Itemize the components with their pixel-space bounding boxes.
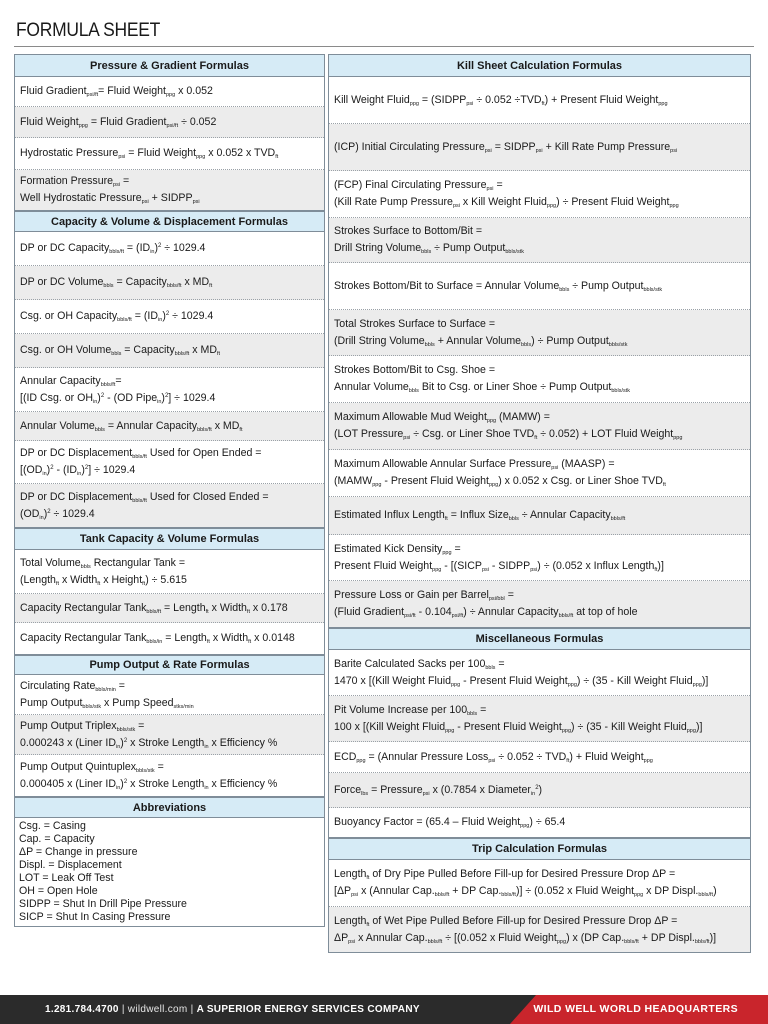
formula-row: Pit Volume Increase per $100_{bbls}$ = 100 x [(Kill Weight Fluid$_{ppg}$ - Present Fluid Weight$_{ppg}$) ÷ (35 - Kill Weight Fluid$_{ppg}$)] bbox=[329, 696, 750, 742]
formula-row: (ICP) Initial Circulating Pressure$_{psi}$ = $SIDPP_{psi}$ + Kill Rate Pump Pressure$_{psi}$ bbox=[329, 124, 750, 171]
trip-calculation-section bbox=[328, 838, 751, 953]
formula-row: DP or DC Capacity$_{bbls/ft}$ = $(ID_{in})^2 \div 1029.4$ bbox=[15, 232, 324, 266]
formula-row: Barite Calculated Sacks per $100_{bbls}$ = 1470 x [(Kill Weight Fluid$_{ppg}$ - Present Fluid Weight$_{ppg}$) ÷ (35 - Kill Weight Fluid$_{ppg}$)] bbox=[329, 650, 750, 696]
formula-row: DP or DC Displacement$_{bbls/ft}$ Used for Open Ended = $[(OD_{in})^2 - (ID_{in})^2] \div 1029.4$ bbox=[15, 441, 324, 484]
formula-row: Estimated Influx Length$_{ft}$ = Influx Size$_{bbls}$ ÷ Annular Capacity$_{bbls/ft}$ bbox=[329, 497, 750, 535]
title-divider bbox=[14, 46, 754, 47]
footer-contact: 1.281.784.4700 | wildwell.com | A SUPERIOR ENERGY SERVICES COMPANY bbox=[45, 1004, 420, 1015]
abbreviation-item: SIDPP = Shut In Drill Pipe Pressure bbox=[19, 898, 187, 911]
formula-row: Strokes Surface to Bottom/Bit = Drill String Volume$_{bbls}$ ÷ Pump Output$_{bbls/stk}$ bbox=[329, 218, 750, 263]
footer-phone: 1.281.784.4700 bbox=[45, 1004, 119, 1015]
page-title: FORMULA SHEET bbox=[16, 20, 161, 41]
abbreviation-item: ΔP = Change in pressure bbox=[19, 846, 138, 859]
formula-row: Pump Output Triplex$_{bbls/stk}$ = 0.000243 x (Liner $ID_{in})^2$ x Stroke Length$_{in}$ x Efficiency % bbox=[15, 715, 324, 755]
section-header: Tank Capacity & Volume Formulas bbox=[15, 528, 324, 550]
formula-row: DP or DC Displacement$_{bbls/ft}$ Used for Closed Ended = $(OD_{in})^2 \div 1029.4$ bbox=[15, 484, 324, 527]
formula-row: Pressure Loss or Gain per Barrel$_{psi/bbl}$ = (Fluid Gradient$_{psi/ft}$ - $0.104_{psi/ft}$) ÷ Annular Capacity$_{bbls/ft}$ at top of hole bbox=[329, 581, 750, 627]
right-column bbox=[328, 54, 751, 953]
formula-row: Buoyancy Factor = (65.4 – Fluid Weight$_{ppg}$) ÷ 65.4 bbox=[334, 816, 566, 830]
formula-row: DP or DC Volume$_{bbls}$ = Capacity$_{bbls/ft}$ x $MD_{ft}$ bbox=[15, 266, 324, 300]
formula-row: Capacity Rectangular Tank$_{bbls/ft}$ = Length$_{ft}$ x Width$_{ft}$ x 0.178 bbox=[15, 594, 324, 623]
formula-row: Fluid Gradient$_{psi/ft}$= Fluid Weight$_{ppg}$ x 0.052 bbox=[15, 77, 324, 107]
tank-capacity-section bbox=[14, 528, 325, 655]
section-header: Trip Calculation Formulas bbox=[329, 838, 750, 860]
abbreviation-item: Displ. = Displacement bbox=[19, 859, 122, 872]
formula-row: Kill Weight Fluid$_{ppg}$ = $(SIDPP_{psi} \div 0.052 \div TVD_{ft})$ + Present Fluid Weight$_{ppg}$ bbox=[329, 77, 750, 124]
footer-company: A SUPERIOR ENERGY SERVICES COMPANY bbox=[196, 1004, 420, 1015]
formula-row: Pump Output Quintuplex$_{bbls/stk}$ = 0.000405 x (Liner $ID_{in})^2$ x Stroke Length$_{in}$ x Efficiency % bbox=[20, 760, 278, 791]
left-column bbox=[14, 54, 325, 927]
formula-row: Csg. or OH Volume$_{bbls}$ = Capacity$_{bbls/ft}$ x $MD_{ft}$ bbox=[15, 334, 324, 368]
section-header: Abbreviations bbox=[15, 797, 324, 818]
abbreviation-item: Csg. = Casing bbox=[19, 820, 86, 832]
formula-row: Fluid Weight$_{ppg}$ = Fluid Gradient$_{psi/ft}$ ÷ 0.052 bbox=[15, 107, 324, 138]
abbreviations-section bbox=[14, 797, 325, 927]
kill-sheet-section bbox=[328, 54, 751, 628]
formula-row: Annular Capacity$_{bbls/ft}$= [(ID Csg. or $OH_{in})^2 - (OD$ Pipe$_{in}$)$^2$] ÷ 1029.4 bbox=[15, 368, 324, 412]
formula-row: Total Volume$_{bbls}$ Rectangular Tank = (Length$_{ft}$ x Width$_{ft}$ x Height$_{ft}$) ÷ 5.615 bbox=[15, 550, 324, 594]
formula-row: Estimated Kick Density$_{ppg}$ = Present Fluid Weight$_{ppg}$ - [($SICP_{psi}$ - $SIDPP_{psi}) \div (0.052$ x Influx Length$_{ft}$)] bbox=[329, 535, 750, 581]
abbreviation-item: SICP = Shut In Casing Pressure bbox=[19, 911, 171, 924]
abbreviations-list bbox=[15, 818, 324, 926]
formula-row: $ECD_{ppg}$ = (Annular Pressure Loss$_{psi}$ ÷ $0.052 \div TVD_{ft}$) + Fluid Weight$_{ppg}$ bbox=[329, 742, 750, 773]
formula-row: Length$_{ft}$ of Wet Pipe Pulled Before Fill-up for Desired Pressure Drop ΔP = $\Delta P_{psi}$ x Annular $Cap._{bbls/ft} \div [(0.052$ x Fluid Weight$_{ppg}$) x (DP $Cap._{bbls/ft}$ + DP $Displ._{bbls/ft}$)] bbox=[329, 907, 750, 952]
formula-row: Strokes Bottom/Bit to Surface = Annular Volume$_{bbls}$ ÷ Pump Output$_{bbls/stk}$ bbox=[329, 263, 750, 310]
pressure-gradient-section bbox=[14, 54, 325, 211]
formula-row: Maximum Allowable Annular Surface Pressure$_{psi}$ (MAASP) = ($MAMW_{ppg}$ - Present Fluid Weight$_{ppg}$) x 0.052 x Csg. or Liner Shoe $TVD_{ft}$ bbox=[329, 450, 750, 497]
formula-row: Total Strokes Surface to Surface = (Drill String Volume$_{bbls}$ + Annular Volume$_{bbls}$) ÷ Pump Output$_{bbls/stk}$ bbox=[329, 310, 750, 356]
formula-row: Length$_{ft}$ of Dry Pipe Pulled Before Fill-up for Desired Pressure Drop ΔP = [$\Delta P_{psi}$ x (Annular $Cap._{bbls/ft}$ + DP $Cap._{bbls/ft})] \div (0.052$ x Fluid Weight$_{ppg}$ x DP $Displ._{bbls/ft}$) bbox=[329, 860, 750, 907]
misc-section bbox=[328, 628, 751, 838]
formula-row: Hydrostatic Pressure$_{psi}$ = Fluid Weight$_{ppg}$ x 0.052 x $TVD_{ft}$ bbox=[15, 138, 324, 170]
formula-row: Circulating Rate$_{bbls/min}$ = Pump Output$_{bbls/stk}$ x Pump Speed$_{stks/min}$ bbox=[15, 675, 324, 715]
formula-row: Formation Pressure$_{psi}$ = Well Hydrostatic Pressure$_{psi}$ + $SIDPP_{psi}$ bbox=[15, 170, 324, 210]
section-header: Pressure & Gradient Formulas bbox=[15, 55, 324, 77]
section-header: Miscellaneous Formulas bbox=[329, 628, 750, 650]
formula-row: Csg. or OH Capacity$_{bbls/ft}$ = $(ID_{in})^2 \div 1029.4$ bbox=[15, 300, 324, 334]
formula-row: (FCP) Final Circulating Pressure$_{psi}$ = (Kill Rate Pump Pressure$_{psi}$ x Kill Weight Fluid$_{ppg}$) ÷ Present Fluid Weight$_{ppg}$ bbox=[329, 171, 750, 218]
footer-headquarters: WILD WELL WORLD HEADQUARTERS bbox=[533, 1003, 738, 1015]
formula-row: Strokes Bottom/Bit to Csg. Shoe = Annular Volume$_{bbls}$ Bit to Csg. or Liner Shoe ÷ Pump Output$_{bbls/stk}$ bbox=[329, 356, 750, 403]
section-header: Capacity & Volume & Displacement Formulas bbox=[15, 211, 324, 232]
formula-row: Capacity Rectangular Tank$_{bbls/in}$ = Length$_{ft}$ x Width$_{ft}$ x 0.0148 bbox=[20, 632, 295, 646]
formula-row: Force$_{lbs}$ = Pressure$_{psi}$ x (0.7854 x Diameter$_{in}^2$) bbox=[329, 773, 750, 808]
section-header: Kill Sheet Calculation Formulas bbox=[329, 55, 750, 77]
footer-website[interactable]: wildwell.com bbox=[127, 1004, 188, 1015]
abbreviation-item: Cap. = Capacity bbox=[19, 833, 95, 846]
section-header: Pump Output & Rate Formulas bbox=[15, 655, 324, 675]
pump-output-section bbox=[14, 655, 325, 797]
abbreviation-item: LOT = Leak Off Test bbox=[19, 872, 114, 885]
formula-row: Maximum Allowable Mud Weight$_{ppg}$ (MAMW) = (LOT Pressure$_{psi}$ ÷ Csg. or Liner Shoe $TVD_{ft} \div 0.052$) + LOT Fluid Weight$_{ppg}$ bbox=[329, 403, 750, 450]
capacity-volume-section bbox=[14, 211, 325, 528]
formula-row: Annular Volume$_{bbls}$ = Annular Capacity$_{bbls/ft}$ x $MD_{ft}$ bbox=[15, 412, 324, 441]
abbreviation-item: OH = Open Hole bbox=[19, 885, 98, 898]
